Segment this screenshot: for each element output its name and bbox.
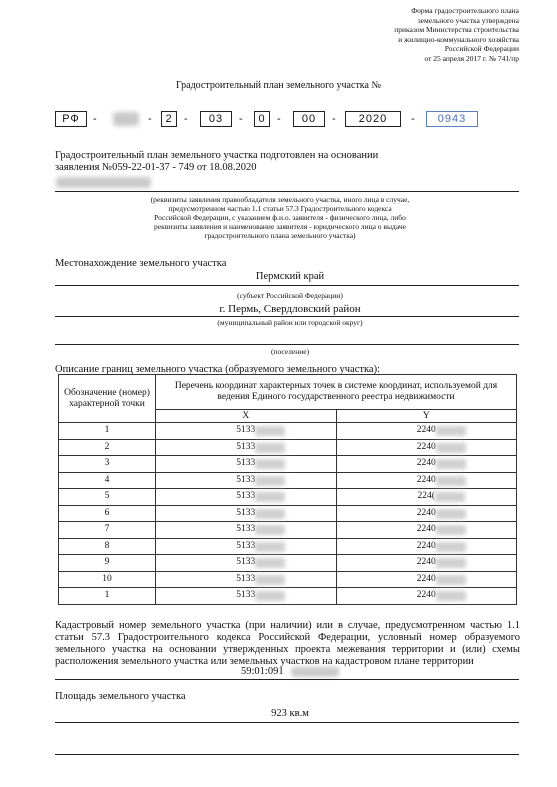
area-label: Площадь земельного участка — [55, 691, 186, 702]
plan-number-row — [55, 111, 485, 129]
x-coordinate: 5133 — [236, 425, 255, 436]
table-row — [59, 571, 517, 588]
point-number: 8 — [59, 538, 156, 555]
y-coordinate: 2240 — [417, 574, 436, 585]
plan-code-box: 0 — [254, 111, 270, 127]
plan-code-box: 03 — [200, 111, 232, 127]
point-number: 10 — [59, 571, 156, 588]
plan-code-box: 00 — [293, 111, 325, 127]
settlement-caption: (поселение) — [270, 347, 310, 356]
redacted-cadastral-tail — [291, 667, 339, 677]
x-coordinate: 5133 — [236, 458, 255, 469]
plan-year-box: 2020 — [345, 111, 401, 127]
table-row — [59, 538, 517, 555]
x-coordinate: 5133 — [236, 590, 255, 601]
divider — [55, 316, 519, 317]
col-coords-header: Перечень координат характерных точек в системе координат, используемой для ведения Единого государственного реестра недвижимости — [156, 375, 517, 410]
x-coordinate: 5133 — [236, 508, 255, 519]
point-number: 6 — [59, 505, 156, 522]
y-coordinate: 2240 — [417, 475, 436, 486]
document-title: Градостроительный план земельного участка № — [176, 80, 381, 91]
point-number: 5 — [59, 489, 156, 506]
table-row — [59, 555, 517, 572]
redacted-applicant — [56, 177, 151, 188]
y-coordinate: 2240 — [417, 442, 436, 453]
col-point-header: Обозначение (номер) характерной точки — [59, 375, 156, 423]
district-caption: (муниципальный район или городской округ) — [217, 318, 363, 327]
x-coordinate: 5133 — [236, 541, 255, 552]
table-row — [59, 472, 517, 489]
x-coordinate: 5133 — [236, 475, 255, 486]
form-note-line: Форма градостроительного плана — [411, 6, 519, 15]
table-row — [59, 505, 517, 522]
point-number: 4 — [59, 472, 156, 489]
point-number: 1 — [59, 588, 156, 605]
point-number: 2 — [59, 439, 156, 456]
point-number: 7 — [59, 522, 156, 539]
divider — [55, 679, 519, 680]
basis-line-1: Градостроительный план земельного участка подготовлен на основании — [55, 150, 379, 161]
plan-dash: - — [239, 113, 243, 125]
y-coordinate: 2240 — [417, 508, 436, 519]
y-coordinate: 2240 — [417, 557, 436, 568]
table-row — [59, 423, 517, 440]
divider — [55, 191, 519, 192]
divider — [55, 344, 519, 345]
col-x-header: X — [156, 410, 337, 423]
x-coordinate: 5133 — [236, 574, 255, 585]
table-row — [59, 439, 517, 456]
table-row — [59, 456, 517, 473]
district-value: г. Пермь, Свердловский район — [219, 303, 361, 315]
plan-prefix-box: РФ — [55, 111, 87, 127]
y-coordinate: 2240 — [417, 425, 436, 436]
plan-dash: - — [148, 113, 152, 125]
divider — [55, 285, 519, 286]
point-number: 9 — [59, 555, 156, 572]
plan-dash: - — [332, 113, 336, 125]
form-note-line: от 25 апреля 2017 г. № 741/пр — [424, 53, 519, 63]
coordinates-table — [58, 374, 517, 605]
plan-dash: - — [93, 113, 97, 125]
form-note-line: и жилищно-коммунального хозяйства — [398, 34, 519, 44]
form-note-line: Российской Федерации — [444, 44, 519, 54]
col-y-header: Y — [336, 410, 517, 423]
y-coordinate: 2240 — [417, 524, 436, 535]
x-coordinate: 5133 — [236, 557, 255, 568]
form-note-line: земельного участка утверждена — [417, 15, 519, 25]
table-row — [59, 489, 517, 506]
redacted-region-code — [113, 112, 139, 126]
region-value: Пермский край — [255, 271, 325, 282]
basis-caption: (реквизиты заявления правообладателя земельного участка, иного лица в случае, предусмотренном частью 1.1 статьи 57.3 Градостроительного кодекса Российской Федерации, с указанием ф.и.о. заявителя - физического лица, либо реквизиты заявления и наименование заявителя - юридического лица о выдаче градостроительного плана земельного участка) — [150, 195, 410, 240]
y-coordinate: 224( — [418, 491, 435, 502]
table-row — [59, 522, 517, 539]
divider — [55, 754, 519, 755]
x-coordinate: 5133 — [236, 442, 255, 453]
cadastral-number: 59:01:091 — [241, 666, 284, 677]
point-number: 3 — [59, 456, 156, 473]
cadastral-text: Кадастровый номер земельного участка (при наличии) или в случае, предусмотренном частью 1.1 статьи 57.3 Градостроительного кодекса Российской Федерации, условный номер образуемого земельного участка на основании утвержденных проекта межевания территории и (или) схемы расположения земельного участка или земельных участков на кадастровом плане территории — [55, 620, 520, 667]
location-label: Местонахождение земельного участка — [55, 258, 227, 269]
plan-dash: - — [184, 113, 188, 125]
x-coordinate: 5133 — [236, 491, 255, 502]
x-coordinate: 5133 — [236, 524, 255, 535]
plan-dash: - — [277, 113, 281, 125]
boundaries-label: Описание границ земельного участка (образуемого земельного участка): — [55, 364, 380, 375]
y-coordinate: 2240 — [417, 458, 436, 469]
form-note-line: приказом Министерства строительства — [394, 25, 519, 35]
y-coordinate: 2240 — [417, 541, 436, 552]
region-caption: (субъект Российской Федерации) — [237, 291, 343, 300]
plan-dash: - — [411, 113, 415, 125]
plan-serial-box: 0943 — [426, 111, 478, 127]
divider — [55, 722, 519, 723]
plan-code-box: 2 — [161, 111, 177, 127]
table-row — [59, 588, 517, 605]
area-value: 923 кв.м — [271, 708, 309, 719]
basis-line-2: заявления №059-22-01-37 - 749 от 18.08.2020 — [55, 162, 257, 173]
y-coordinate: 2240 — [417, 590, 436, 601]
form-approval-note — [329, 6, 519, 64]
point-number: 1 — [59, 423, 156, 440]
